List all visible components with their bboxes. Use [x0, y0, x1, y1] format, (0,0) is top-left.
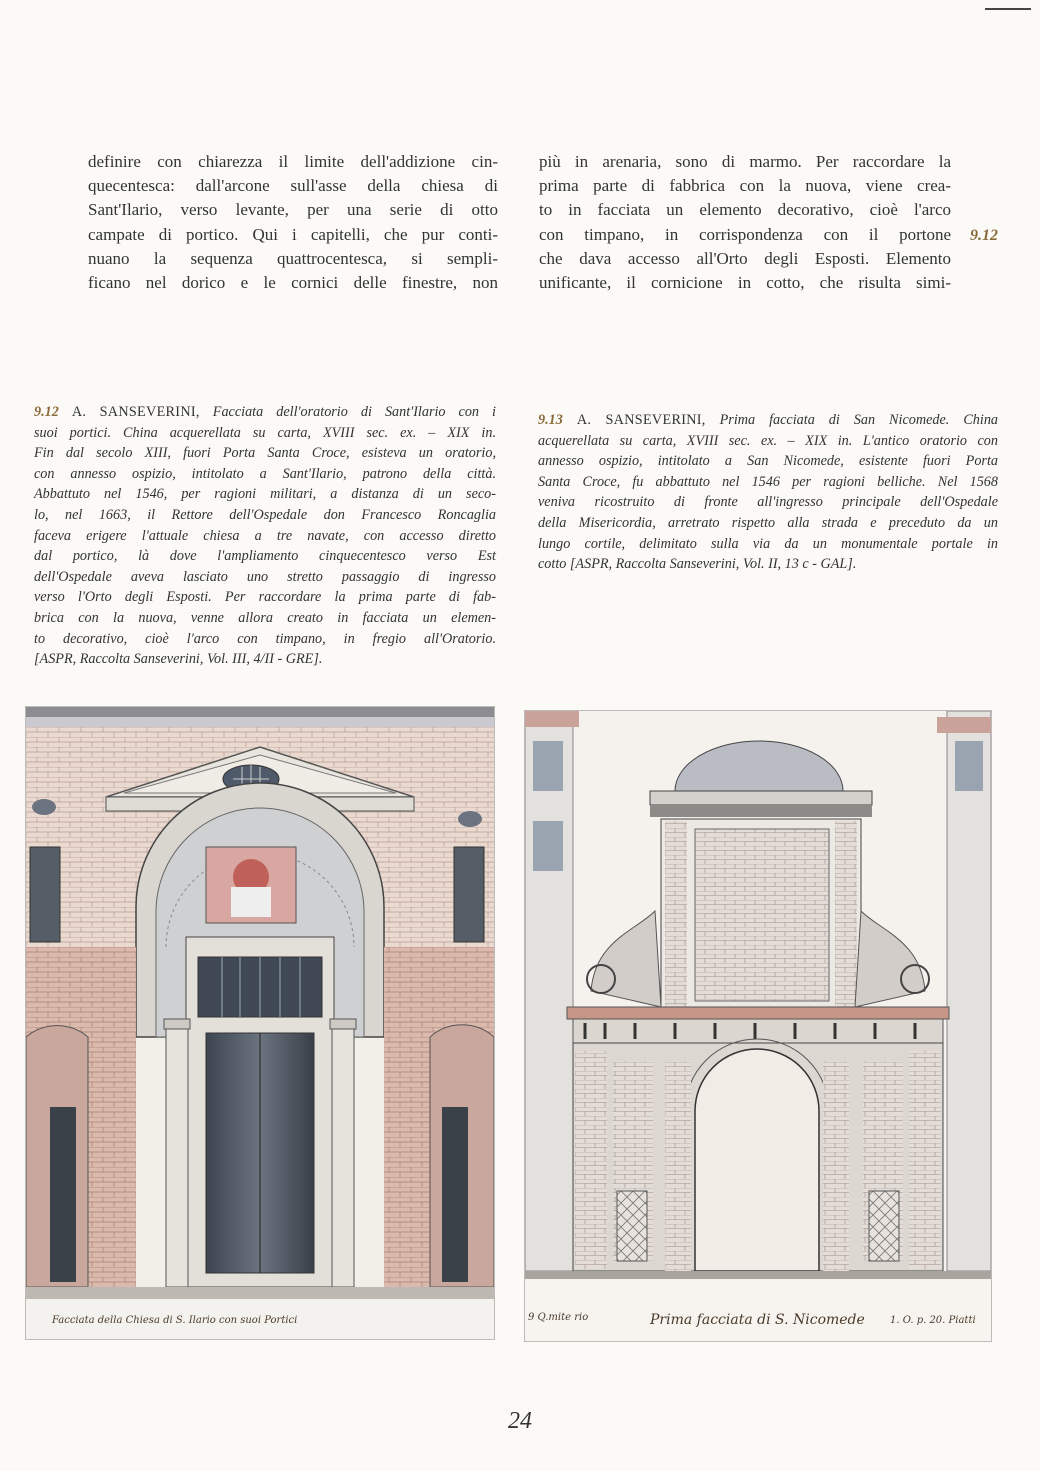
figure-sannicomede-portal	[524, 710, 992, 1342]
body-text-line: Sant'Ilario, verso levante, per una serie di otto	[88, 200, 498, 220]
caption-line: Santa Croce, fu abbattuto nel 1546 per ragioni belliche. Nel 1568	[538, 473, 998, 490]
caption-line: lo, nel 1663, il Rettore dell'Ospedale don Francesco Roncaglia	[34, 506, 496, 523]
body-text-line: definire con chiarezza il limite dell'addizione cin-	[88, 152, 498, 171]
caption-number: 9.12	[34, 404, 59, 420]
body-text-line: più in arenaria, sono di marmo. Per raccordare la	[539, 152, 951, 171]
caption-line: dell'Ospedale aveva lasciato uno stretto passaggio di ingresso	[34, 568, 496, 585]
body-text-line: con timpano, in corrispondenza con il portone	[539, 224, 951, 244]
sannicomede-drawing	[525, 711, 991, 1341]
caption-line: della Misericordia, arretrato rispetto alla strada e preceduto da un	[538, 514, 998, 531]
side-figure-reference: 9.12	[970, 227, 998, 244]
caption-number: 9.13	[538, 412, 563, 428]
body-text-line: che dava accesso all'Orto degli Esposti. Elemento	[539, 248, 951, 268]
figure-santilario-facade	[25, 706, 495, 1340]
caption-author: A. SANSEVERINI,	[576, 412, 706, 428]
caption-line: cotto [ASPR, Raccolta Sanseverini, Vol. II, 13 c - GAL].	[538, 556, 857, 573]
body-text-left-column	[88, 150, 498, 295]
caption-line: to decorativo, cioè l'arco con timpano, in fregio all'Oratorio.	[34, 630, 496, 647]
caption-author: A. SANSEVERINI,	[71, 404, 200, 420]
santilario-drawing	[26, 707, 494, 1339]
figure-right-label-left: 9 Q.mite rio	[528, 1312, 589, 1323]
corner-rule	[985, 8, 1031, 10]
body-text-right-column	[539, 150, 951, 295]
caption-line: annesso ospizio, intitolato a San Nicomede, esistente fuori Porta	[538, 453, 998, 470]
figure-right-label-right: 1. O. p. 20. Piatti	[890, 1315, 976, 1326]
caption-line: acquerellata su carta, XVIII sec. ex. – XIX in. L'antico oratorio con	[538, 432, 998, 449]
body-text-line: ficano nel dorico e le cornici delle finestre, non	[88, 273, 498, 293]
caption-line: Abbattuto nel 1546, per ragioni militari, a distanza di un seco-	[34, 486, 496, 503]
body-text-line: quecentesca: dall'arcone sull'asse della chiesa di	[88, 176, 498, 196]
caption-line	[34, 402, 496, 423]
caption-text: Prima facciata di San Nicomede. China	[719, 412, 999, 428]
body-text-line: prima parte di fabbrica con la nuova, viene crea-	[539, 176, 951, 196]
caption-text: Facciata dell'oratorio di Sant'Ilario con i	[212, 404, 496, 420]
caption-line: faceva erigere l'attuale chiesa a tre navate, con accesso diretto	[34, 527, 496, 544]
caption-line: veniva ricostruito di fronte all'ingresso principale dell'Ospedale	[538, 494, 998, 511]
caption-line: Fin dal secolo XIII, fuori Porta Santa Croce, esisteva un oratorio,	[34, 445, 496, 462]
body-text-line: campate di portico. Qui i capitelli, che pur conti-	[88, 224, 498, 244]
caption-line: suoi portici. China acquerellata su carta, XVIII sec. ex. – XIX in.	[34, 424, 496, 441]
body-text-line: nuano la sequenza quattrocentesca, si sempli-	[88, 248, 498, 268]
figure-left-handwritten-label: Facciata della Chiesa di S. Ilario con suoi Portici	[52, 1315, 298, 1326]
caption-9-12	[34, 402, 496, 670]
caption-line: dal portico, là dove l'ampliamento cinquecentesco verso Est	[34, 548, 496, 565]
body-text-line: to in facciata un elemento decorativo, cioè l'arco	[539, 200, 951, 220]
caption-line: [ASPR, Raccolta Sanseverini, Vol. III, 4/II - GRE].	[34, 651, 323, 668]
caption-line: brica con la nuova, venne allora creato in facciata un elemen-	[34, 609, 496, 626]
caption-line: lungo cortile, delimitato sulla via da un monumentale portale in	[538, 535, 998, 552]
caption-line	[538, 410, 998, 431]
page-number: 24	[508, 1408, 532, 1434]
caption-9-13	[538, 410, 998, 575]
body-text-line: unificante, il cornicione in cotto, che risulta simi-	[539, 273, 951, 293]
caption-line: verso l'Orto degli Esposti. Per raccordare la prima parte di fab-	[34, 589, 496, 606]
caption-line: con annesso ospizio, intitolato a Sant'Ilario, patrono della città.	[34, 465, 496, 482]
figure-right-label-title: Prima facciata di S. Nicomede	[650, 1312, 865, 1328]
